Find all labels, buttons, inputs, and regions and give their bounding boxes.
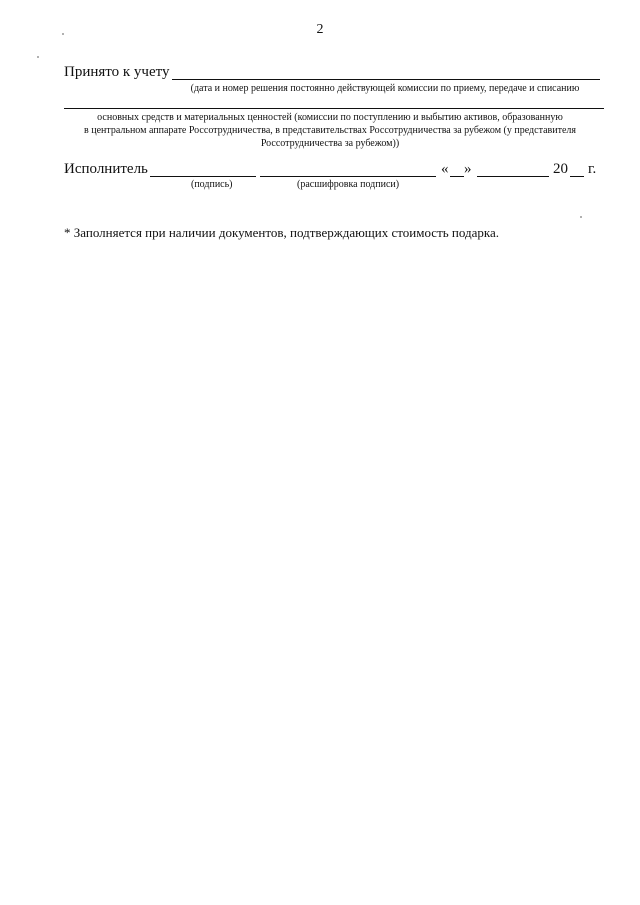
accepted-label: Принято к учету <box>64 64 170 80</box>
page-number: 2 <box>316 22 324 37</box>
scan-speck <box>37 56 39 58</box>
day-line <box>450 176 464 177</box>
accepted-caption-line3: в центральном аппарате Россотрудничества, в представительствах Россотрудничества за рубежом (у представителя <box>84 125 576 136</box>
year-line <box>570 176 584 177</box>
date-quote-open: « <box>441 161 449 177</box>
signature-decode-caption: (расшифровка подписи) <box>297 179 400 190</box>
accepted-caption-line4: Россотрудничества за рубежом)) <box>260 138 400 149</box>
signature-decode-line <box>260 176 436 177</box>
accepted-fill-line-2 <box>64 108 604 109</box>
scan-speck <box>62 33 64 35</box>
accepted-caption-line1: (дата и номер решения постоянно действующей комиссии по приему, передаче и списанию <box>190 83 580 94</box>
accepted-fill-line <box>172 79 600 80</box>
signature-caption: (подпись) <box>191 179 233 190</box>
signature-line <box>150 176 256 177</box>
date-quote-close: » <box>464 161 472 177</box>
executor-label: Исполнитель <box>64 161 148 177</box>
footnote: * Заполняется при наличии документов, подтверждающих стоимость подарка. <box>64 225 500 240</box>
month-line <box>477 176 549 177</box>
year-prefix: 20 <box>553 161 568 177</box>
scan-speck <box>580 216 582 218</box>
accepted-caption-line2: основных средств и материальных ценностей (комиссии по поступлению и выбытию активов, образованную <box>97 112 563 123</box>
year-suffix: г. <box>588 161 597 177</box>
